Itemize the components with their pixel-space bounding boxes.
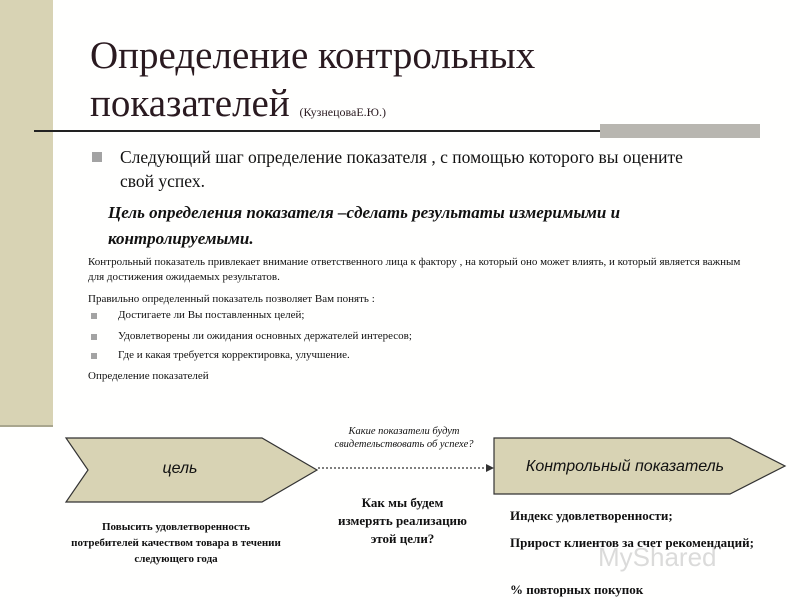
sidebar-decoration — [0, 0, 53, 425]
subbullet-item: Где и какая требуется корректировка, улучшение. — [118, 349, 350, 361]
subbullet-square-icon — [91, 334, 97, 340]
connector-arrowhead-icon — [486, 464, 494, 472]
paragraph-understand: Правильно определенный показатель позволяет Вам понять : — [88, 293, 375, 305]
subbullet-item: Достигаете ли Вы поставленных целей; — [118, 309, 305, 321]
page-title — [90, 32, 650, 136]
goal-statement: Цель определения показателя –сделать результаты измеримыми и контролируемыми. — [108, 203, 621, 248]
subbullet-square-icon — [91, 313, 97, 319]
title-author: (КузнецоваЕ.Ю.) — [299, 105, 387, 119]
indicator-item: % повторных покупок — [510, 582, 644, 597]
title-text: Определение контрольных показателей — [90, 34, 536, 125]
bullet-text: Следующий шаг определение показателя , с помощью которого вы оцените свой успех. — [120, 147, 683, 191]
bullet-square-icon — [92, 152, 102, 162]
measure-question: Как мы будем измерять реализацию этой цели? — [338, 495, 467, 546]
paragraph-definition: Контрольный показатель привлекает внимание ответственного лица к фактору , на который оно может влиять, и который является важным для достижения ожидаемых результатов. — [88, 256, 741, 283]
watermark: MyShared — [598, 542, 717, 572]
subbullet-item: Удовлетворены ли ожидания основных держателей интересов; — [118, 330, 412, 342]
paragraph-heading: Определение показателей — [88, 370, 209, 382]
question-text: Какие показатели будут свидетельствовать об успехе? — [334, 426, 474, 450]
goal-label: цель — [162, 460, 198, 477]
indicator-item: Прирост клиентов за счет рекомендаций; — [510, 535, 754, 550]
indicator-item: Индекс удовлетворенности; — [510, 508, 673, 523]
subbullet-square-icon — [91, 353, 97, 359]
goal-description: Повысить удовлетворенность потребителей качеством товара в течении следующего года — [71, 521, 281, 565]
kpi-label: Контрольный показатель — [525, 458, 725, 475]
